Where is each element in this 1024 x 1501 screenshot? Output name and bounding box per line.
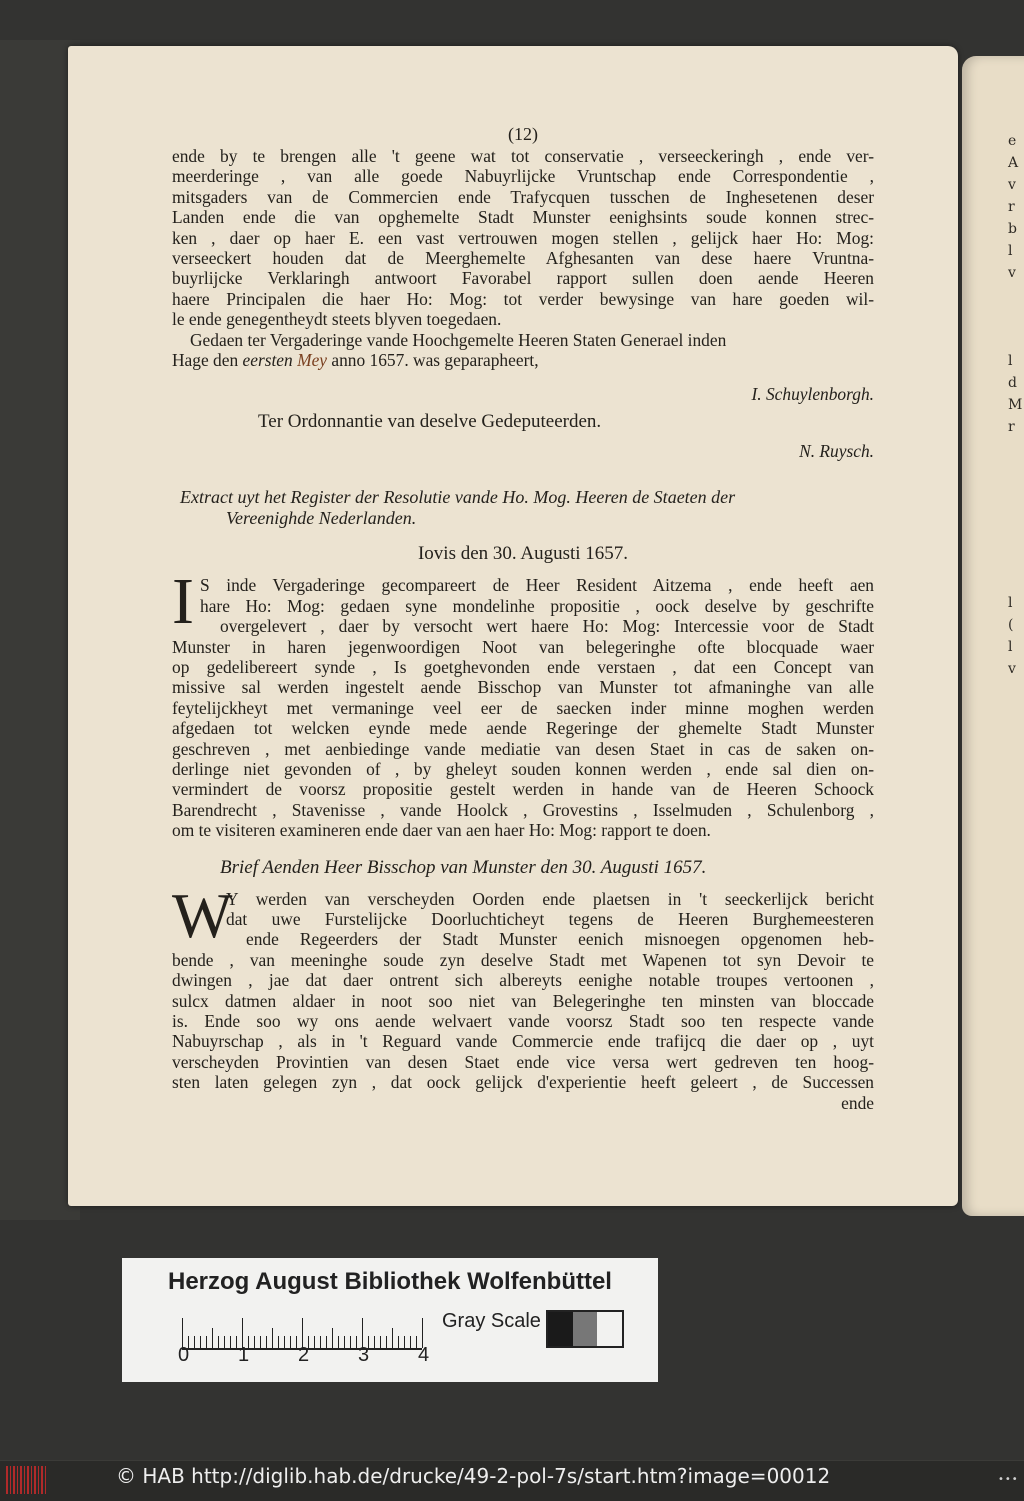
- ruler-tick: [332, 1328, 333, 1348]
- gray-scale-label: Gray Scale: [442, 1310, 541, 1332]
- date-heading: Iovis den 30. Augusti 1657.: [417, 543, 629, 565]
- paragraph3-line: is. Ende soo wy ons aende welvaert vande voorsz Stadt soo ten respecte vande: [172, 1011, 874, 1031]
- paragraph2-line: geschreven , met aenbiedinge vande mediatie van desen Staet in cas de saken on-: [172, 738, 874, 759]
- paragraph-3: [172, 879, 874, 1093]
- paragraph2-line: hare Ho: Mog: gedaen syne mondelinhe propositie , oock deselve by geschrifte: [200, 595, 874, 616]
- paragraph3-line: dat uwe Furstelijcke Doorluchticheyt tegens de Heeren Burghemeesteren: [226, 908, 874, 929]
- paragraph2-line: missive sal werden ingestelt aende Bisschop van Munster tot afmaninghe van alle: [172, 677, 874, 698]
- ruler-number: 1: [238, 1344, 250, 1366]
- page-text: [172, 122, 874, 1113]
- paragraph1-line: ken , daer op haer E. een vast vertrouwen mogen stellen , gelijck haer Ho: Mog:: [172, 227, 874, 248]
- ruler-tick: [338, 1336, 339, 1348]
- gray-patch: [597, 1312, 622, 1346]
- paragraph2-line: overgelevert , daer by versocht wert haere Ho: Mog: Intercessie voor de Stadt: [220, 616, 874, 637]
- paragraph3-line: Y werden van verscheyden Oorden ende plaetsen in 't seeckerlijck bericht: [226, 888, 874, 909]
- signature-schuylenborgh: I. Schuylenborgh.: [751, 384, 874, 405]
- gedaen-pre: Hage den: [172, 350, 243, 371]
- ruler-tick: [416, 1336, 417, 1348]
- paragraph2-line: feytelijckheyt met vermaninge veel eer de saecken inder minne moghen werden: [172, 697, 874, 718]
- ruler-title: Herzog August Bibliothek Wolfenbüttel: [168, 1268, 612, 1295]
- ruler-tick: [272, 1328, 273, 1348]
- paragraph-2: [172, 565, 874, 841]
- catchword: ende: [841, 1092, 874, 1113]
- extract-line-1: Extract uyt het Register der Resolutie vande Ho. Mog. Heeren de Staeten der: [180, 487, 736, 508]
- paragraph-1: [172, 146, 874, 330]
- paragraph-3-lines: [172, 879, 874, 1093]
- paragraph3-line: sten laten gelegen zyn , dat oock gelijck d'experientie heeft geleert , de Successen: [172, 1072, 874, 1093]
- footer-dots: •••: [998, 1474, 1019, 1485]
- paragraph3-line: ende Regeerders der Stadt Munster eenich misnoegen opgenomen heb-: [246, 929, 874, 950]
- handwritten-note: Mey: [297, 350, 328, 371]
- paragraph1-line: haere Principalen die haer Ho: Mog: tot verder bewysinge van hare goeden wil-: [172, 288, 874, 309]
- ruler-tick: [326, 1336, 327, 1348]
- logo-bar: [38, 1466, 40, 1494]
- ruler-tick: [230, 1336, 231, 1348]
- page-number: (12): [508, 124, 538, 144]
- logo-bar: [20, 1466, 22, 1494]
- paragraph-2-lines: [172, 565, 874, 841]
- ruler-tick: [386, 1336, 387, 1348]
- paragraph1-line: mitsgaders van de Commercien ende Trafycquen tusschen de Inghesetenen deser: [172, 186, 874, 207]
- paragraph2-line: afgedaen tot welcken eynde mede aende Regeringe der ghemelte Stadt Munster: [172, 718, 874, 739]
- logo-bar: [10, 1466, 12, 1494]
- footer-copyright-link[interactable]: © HAB http://diglib.hab.de/drucke/49-2-pol-7s/start.htm?image=00012: [116, 1464, 831, 1488]
- ruler-tick: [410, 1336, 411, 1348]
- logo-bar: [45, 1466, 47, 1494]
- extract-heading: [172, 487, 874, 529]
- paragraph3-line: bende , van meeninghe soude zyn deselve Stadt met Wapenen tot syn Devoir te: [172, 949, 874, 970]
- paragraph2-line: op gedelibereert synde , Is goetghevonden ende verstaen , dat een Concept van: [172, 656, 874, 677]
- logo-bar: [27, 1466, 29, 1494]
- ruler-tick: [212, 1328, 213, 1348]
- gedaen-post: anno 1657. was geparapheert,: [327, 350, 539, 371]
- ordonnantie-line: Ter Ordonnantie van deselve Gedeputeerden.: [258, 410, 602, 432]
- hab-logo-icon: [6, 1466, 46, 1494]
- logo-bar: [13, 1466, 15, 1494]
- signature-ruysch: N. Ruysch.: [799, 440, 874, 461]
- ruler-tick: [314, 1336, 315, 1348]
- dropcap-i: I: [172, 565, 194, 639]
- paragraph1-line: meerderinge , van alle goede Nabuyrlijcke Vruntschap ende Correspondentie ,: [172, 166, 874, 187]
- ruler-tick: [224, 1336, 225, 1348]
- ruler-tick: [218, 1336, 219, 1348]
- logo-bar: [41, 1466, 43, 1494]
- color-ruler: [122, 1258, 658, 1382]
- ruler-tick: [374, 1336, 375, 1348]
- ruler-tick: [266, 1336, 267, 1348]
- ruler-tick: [284, 1336, 285, 1348]
- ruler-tick: [194, 1336, 195, 1348]
- paragraph3-line: verscheyden Provintien van desen Staet ende vice versa wert gedreven ten hoog-: [172, 1051, 874, 1072]
- paragraph2-line: Barendrecht , Stavenisse , vande Hoolck , Grovestins , Isselmuden , Schulenborg ,: [172, 799, 874, 820]
- paragraph1-line: ende by te brengen alle 't geene wat tot conservatie , verseeckeringh , ende ver-: [172, 146, 874, 166]
- gedaen-italic: eersten: [242, 350, 293, 371]
- gray-patch: [548, 1312, 573, 1346]
- brief-heading: Brief Aenden Heer Bisschop van Munster den 30. Augusti 1657.: [220, 856, 707, 878]
- extract-line-2: Vereenighde Nederlanden.: [226, 508, 417, 529]
- ruler-tick: [278, 1336, 279, 1348]
- paragraph3-line: dwingen , jae dat daer ontrent sich albereyts eenighe notable troupes vertoonen ,: [172, 970, 874, 991]
- ruler-tick: [392, 1328, 393, 1348]
- gedaen-line-2: [172, 350, 874, 370]
- gray-patch: [573, 1312, 598, 1346]
- logo-bar: [24, 1466, 26, 1494]
- paragraph1-line: le ende genegentheydt steets blyven toegedaen.: [172, 309, 502, 330]
- paragraph2-line: S inde Vergaderinge gecompareert de Heer Resident Aitzema , ende heeft aen: [200, 575, 874, 596]
- logo-bar: [31, 1466, 33, 1494]
- paragraph1-line: buyrlijcke Verklaringh antwoort Favorabel rapport sullen doen aende Heeren: [172, 268, 874, 289]
- ruler-tick: [320, 1336, 321, 1348]
- ruler-tick: [380, 1336, 381, 1348]
- paragraph1-line: Landen ende die van opghemelte Stadt Munster eenighsints soude konnen strec-: [172, 207, 874, 228]
- gedaen-line-1: Gedaen ter Vergaderinge vande Hoochgemelte Heeren Staten Generael inden: [190, 329, 727, 350]
- ruler-tick: [404, 1336, 405, 1348]
- ruler-number: 4: [418, 1344, 430, 1366]
- ruler-number: 3: [358, 1344, 370, 1366]
- ruler-tick: [260, 1336, 261, 1348]
- ruler-tick: [344, 1336, 345, 1348]
- logo-bar: [6, 1466, 8, 1494]
- ruler-tick: [254, 1336, 255, 1348]
- paragraph2-line: om te visiteren examineren ende daer van aen haer Ho: Mog: rapport te doen.: [172, 820, 711, 841]
- paragraph3-line: sulcx datmen aldaer in noot soo niet van Belegeringhe ten minsten van bloccade: [172, 990, 874, 1011]
- ruler-tick: [236, 1336, 237, 1348]
- paragraph3-line: Nabuyrschap , als in 't Reguard vande Commercie ende trafijcq die daer op , uyt: [172, 1031, 874, 1052]
- logo-bar: [34, 1466, 36, 1494]
- ruler-tick: [350, 1336, 351, 1348]
- ruler-tick: [200, 1336, 201, 1348]
- ruler-tick: [398, 1336, 399, 1348]
- paragraph2-line: vermindert de voorsz propositie gestelt werden in hande van de Heeren Schoock: [172, 779, 874, 800]
- paragraph1-line: verseeckert houden dat de Meerghemelte Afghesanten van dese haere Vruntna-: [172, 248, 874, 269]
- next-page-letters: e A v r b l v l d M r l ( l v: [1008, 133, 1023, 677]
- logo-bar: [17, 1466, 19, 1494]
- dropcap-w: W: [172, 879, 233, 951]
- ruler-number: 2: [298, 1344, 310, 1366]
- ruler-tick: [356, 1336, 357, 1348]
- ruler-tick: [206, 1336, 207, 1348]
- ruler-tick: [290, 1336, 291, 1348]
- gray-scale-patches: [546, 1310, 624, 1348]
- ruler-number: 0: [178, 1344, 190, 1366]
- paragraph2-line: derlinge niet gevonden of , by gheleyt souden konnen werden , ende sal dien on-: [172, 758, 874, 779]
- ruler-tick: [296, 1336, 297, 1348]
- paragraph2-line: Munster in haren jegenwoordigen Noot van belegeringhe ofte blocquade waer: [172, 636, 874, 657]
